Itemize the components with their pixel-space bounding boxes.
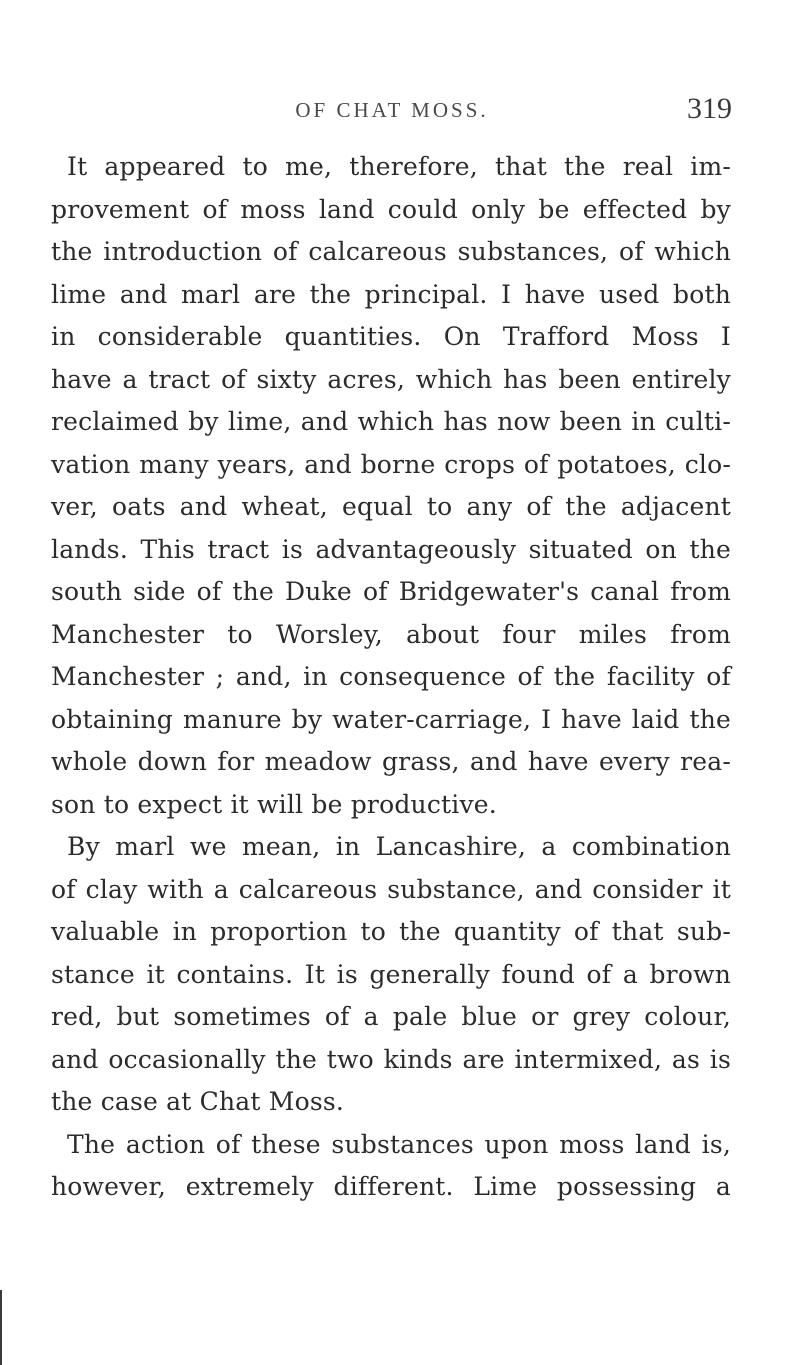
text-line: son to expect it will be productive. bbox=[51, 789, 497, 819]
page-number: 319 bbox=[687, 92, 732, 125]
body-text bbox=[51, 146, 731, 1209]
text-line: Manchester to Worsley, about four miles from bbox=[51, 619, 731, 649]
text-line: ver, oats and wheat, equal to any of the adjacent bbox=[51, 492, 731, 521]
text-line: lime and marl are the principal. I have used both bbox=[51, 279, 731, 309]
text-line: in considerable quantities. On Trafford Moss I bbox=[51, 322, 731, 351]
text-line: It appeared to me, therefore, that the real im- bbox=[67, 152, 731, 181]
text-line: vation many years, and borne crops of potatoes, clo- bbox=[51, 449, 731, 479]
text-line: have a tract of sixty acres, which has been entirely bbox=[51, 364, 731, 394]
page-edge-mark bbox=[0, 1290, 2, 1365]
text-line: Manchester ; and, in consequence of the facility of bbox=[51, 662, 731, 691]
text-line: valuable in proportion to the quantity of that sub- bbox=[51, 917, 731, 946]
text-line: the introduction of calcareous substances, of which bbox=[51, 237, 731, 266]
text-line: By marl we mean, in Lancashire, a combination bbox=[67, 832, 731, 861]
text-line: reclaimed by lime, and which has now been in culti- bbox=[51, 407, 731, 436]
running-title: OF CHAT MOSS. bbox=[295, 98, 489, 122]
text-line: obtaining manure by water-carriage, I have laid the bbox=[51, 704, 731, 734]
text-line: the case at Chat Moss. bbox=[51, 1087, 345, 1116]
text-line: however, extremely different. Lime possessing a bbox=[51, 1172, 731, 1201]
text-line: The action of these substances upon moss land is, bbox=[67, 1129, 731, 1159]
text-line: whole down for meadow grass, and have every rea- bbox=[51, 747, 731, 776]
text-line: of clay with a calcareous substance, and consider it bbox=[51, 874, 731, 904]
text-line: stance it contains. It is generally found of a brown bbox=[51, 959, 731, 989]
text-line: lands. This tract is advantageously situated on the bbox=[51, 534, 731, 564]
text-line: red, but sometimes of a pale blue or grey colour, bbox=[51, 1002, 731, 1031]
running-head bbox=[52, 92, 732, 128]
text-line: and occasionally the two kinds are intermixed, as is bbox=[51, 1044, 731, 1074]
text-line: south side of the Duke of Bridgewater's canal from bbox=[51, 577, 731, 606]
text-line: provement of moss land could only be effected by bbox=[51, 194, 731, 224]
